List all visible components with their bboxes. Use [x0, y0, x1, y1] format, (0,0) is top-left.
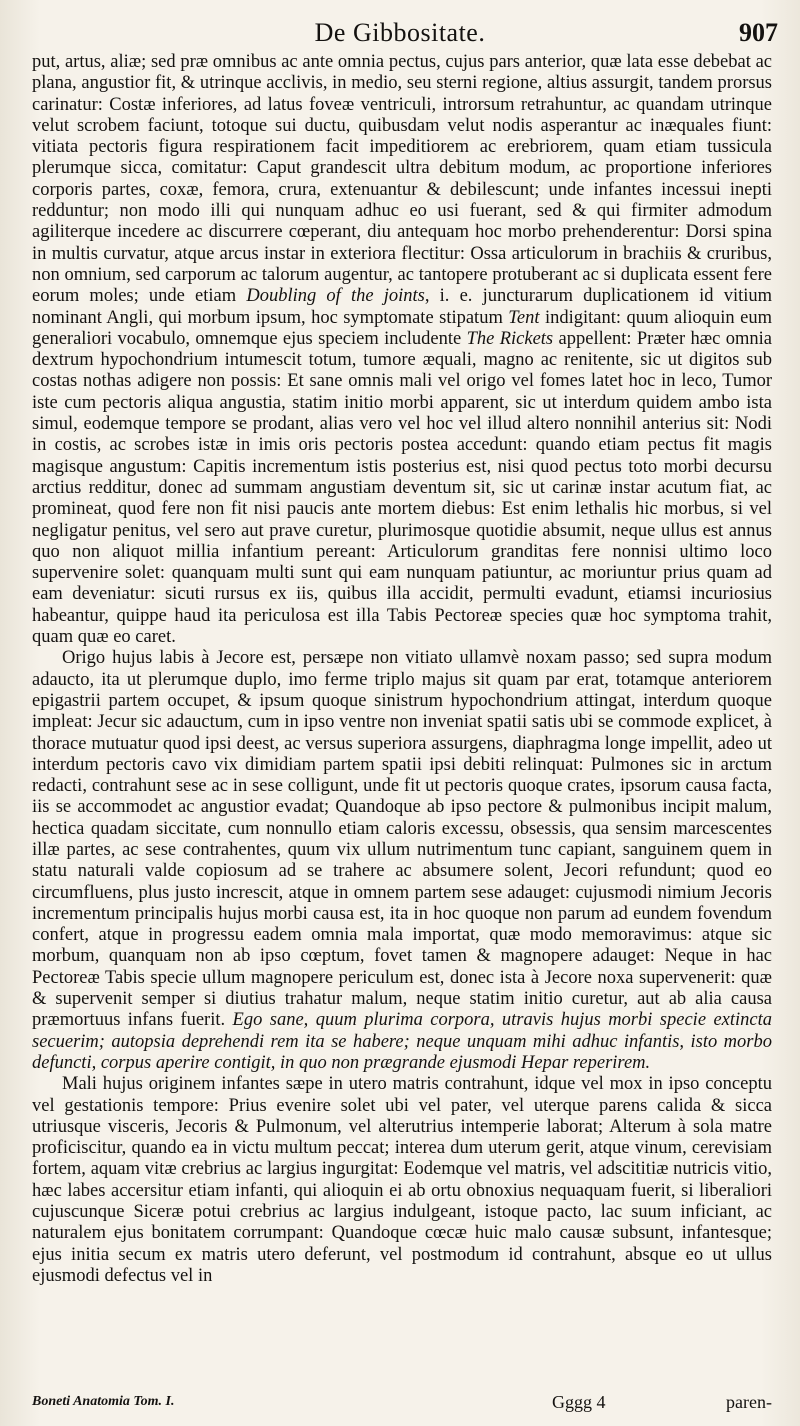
- page-footer: [32, 1390, 772, 1416]
- paragraph-3: [32, 1074, 772, 1287]
- main-text: [32, 52, 772, 1287]
- paragraph-1-part-d: appellent: Præter hæc omnia dextrum hypochondrium intumescit totum, tumore æquali, magno ac renitente, sic ut digitos sub costas nothas adigere non possis: Et sane omnis mali vel origo vel fomes latet hoc in leco, Tumor iste cum pectoris aliqua angustia, statim initio morbi apparent, sic ut interdum quidem ambo ista simul, eodemque tempore se prodant, alias vero vel hoc vel illud altero nonnihil anterius sit: Nodi in costis, ac scrobes istæ in imis oris pectoris postea accedunt: quando etiam pectus fit magis magisque angustum: Capitis incrementum istis posterius est, nisi quod pectus toto morbi decursu arctius redditur, donec ad summam angustiam deventum sit, sic ut carinæ instar acutum fiat, ac promineat, quod fere non fit nisi paucis ante mortem diebus: Est enim lethalis hic morbus, si vel negligatur penitus, vel sero aut prave curetur, plurimosque quotidie absumit, neque ullus est annus quo non aliquot millia infantium pereant: Articulorum granditas fere nonnisi ultimo loco supervenire solet: quanquam multi sunt qui eam nunquam patiuntur, ac moriuntur prius quam ad eam deveniatur: sicuti rursus ex iis, quibus illa accidit, permulti evadunt, etiamsi incuriosius habeantur, quippe haud ita periculosa est illa Tabis Pectoreæ species quæ hoc symptoma trahit, quam quæ eo caret.: [32, 328, 772, 648]
- italic-term-doubling: Doubling of the joints: [246, 286, 425, 307]
- paragraph-2-text: Origo hujus labis à Jecore est, persæpe non vitiato ullamvè noxam passo; sed supra modum adaucto, ita ut plerumque duplo, imo ferme triplo majus sit quam par erat, totamque anteriorem epigastrii partem occupet, & ipsum quoque sinistrum hypochondrium attingat, interdum quoque impleat: Jecur sic adauctum, cum in ipso ventre non inveniat spatii satis ubi se commode explicet, à thorace mutuatur quod ipsi deest, ac versus superiora assurgens, diaphragma longe impellit, adeo ut interdum pectoris cavo vix dimidiam partem spatii ipsi debiti relinquat: Pulmones sic in arctum redacti, contrahunt sese ac in sese colligunt, unde fit ut pectoris quoque crates, ipsorum causa facta, iis se accommodet ac angustior evadat; Quandoque ab ipso pectore & pulmonibus incipit malum, hectica quadam siccitate, cum nonnullo etiam caloris excessu, obsessis, qua sensim marcescentes illæ partes, ac sese contrahentes, quum vix ullum nutrimentum tunc capiant, sanguinem quem in statu naturali valde copiosum ad se trahere ac absumere solent, Jecori refundunt; quod eo circumfluens, plus justo increscit, atque in omnem partem sese adauget: cujusmodi nimium Jecoris incrementum principalis hujus morbi causa est, ita in hoc quoque non parum ad eundem fovendum confert, atque in progressu eadem omnia mala importat, quæ modo memoravimus: atque sic morbum, quanquam non ab ipso cœptum, fovet tamen & magnopere adauget: Neque in hac Pectoreæ Tabis specie ullum magnopere periculum est, donec ista à Jecore noxa supervenerit: quæ & supervenit semper si diutius trahatur malum, neque statim initio curetur, aut ab alia causa præmortuus infans fuerit.: [32, 648, 772, 1031]
- footer-book-title: Boneti Anatomia Tom. I.: [32, 1394, 175, 1409]
- paragraph-2: [32, 648, 772, 1074]
- paragraph-1-part-b: , i. e. juncturarum duplicationem id vitium nominant Angli, qui morbum ipsum, hoc symptomate stipatum: [32, 286, 773, 328]
- signature-mark: Gggg 4: [552, 1392, 606, 1412]
- catchword: paren-: [726, 1392, 772, 1412]
- paragraph-2-italic: Ego sane, quum plurima corpora, utravis hujus morbi specie extincta secuerim; autopsia deprehendi rem ita se habere; neque unquam mihi adhuc infantis, isto morbo defuncti, corpus aperire contigit, in quo non prægrande ejusmodi Hepar reperirem.: [32, 1010, 772, 1073]
- page-number: 907: [739, 18, 778, 47]
- paragraph-1: [32, 52, 772, 648]
- italic-term-rickets: The Rickets: [466, 328, 554, 349]
- paragraph-3-text: Mali hujus originem infantes sæpe in utero matris contrahunt, idque vel mox in ipso conceptu vel gestationis tempore: Prius evenire solet ubi vel pater, vel uterque parens calida & sicca utriusque visceris, Jecoris & Pulmonum, vel alterutrius intemperie laborat; Alterum à sola matre proficiscitur, quando ea in victu multum peccat; interea dum uterum gerit, atque vinum, cerevisiam fortem, aquam vitæ crebrius ac largius ingurgitat: Eodemque vel matris, vel adscititiæ nutricis vitio, hæc labes accersitur etiam infanti, qui alioquin ei ab ortu obnoxius nequaquam fuerit, si liberaliori cujuscunque Siceræ potui crebrius ac largius indulgeant, istoque pacto, lac suum inficiant, ac naturalem ejus bonitatem corrumpant: Quandoque cœcæ huic malo causæ subsunt, infantesque; ejus initia secum ex matris utero deferunt, vel postmodum id contrahunt, absque eo ut ullus ejusmodi defectus vel in: [32, 1074, 772, 1286]
- running-title: De Gibbositate.: [314, 18, 486, 47]
- paragraph-1-part-c: indigitant: quum alioquin eum generaliori vocabulo, omnemque ejus speciem includente: [32, 307, 772, 349]
- italic-term-tent: Tent: [508, 307, 540, 328]
- paragraph-1-part-a: put, artus, aliæ; sed præ omnibus ac ante omnia pectus, cujus pars anterior, quæ lata esse debebat ac plana, angustior fit, & utrinque acclivis, in medio, seu sterni regione, altius assurgit, tandem prorsus carinatur: Costæ inferiores, ad latus foveæ ventriculi, introrsum retrahuntur, ac quandam utrinque velut scrobem faciunt, totoque sui ductu, quibusdam velut nodis asperantur ac inæquales fiunt: vitiata pectoris figura respirationem facit impeditiorem ac erebriorem, quam etiam tussicula plerumque sicca, comitatur: Caput grandescit ultra debitum modum, ac proportione inferiores corporis partes, coxæ, femora, crura, extenuantur & debilescunt; unde infantes incessui inepti redduntur; non modo illi qui nunquam adhuc eo usi fuerant, sed & qui firmiter admodum agiliterque incedere ac discurrere cœperant, diu antequam hoc morbo prehenderentur: Dorsi spina in multis curvatur, atque arcus instar in exteriora flectitur: Ossa articulorum in brachiis & cruribus, non omnium, sed carporum ac talorum augentur, ac tantopere protuberant ac si duplicata essent fere eorum moles; unde etiam: [32, 52, 772, 307]
